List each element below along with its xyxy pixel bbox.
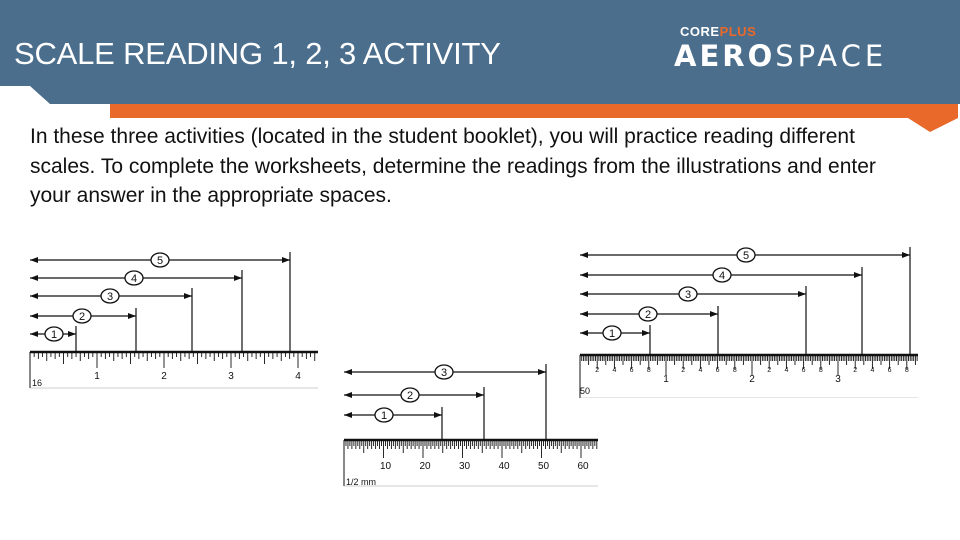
callout-number: 5 bbox=[156, 255, 164, 267]
ruler-minor-number: 8 bbox=[818, 367, 823, 374]
scale-label: 1/2 mm bbox=[346, 477, 377, 487]
inch-50-scale-diagram bbox=[576, 238, 922, 398]
ruler-number: 60 bbox=[577, 461, 589, 472]
logo-wordmark bbox=[674, 39, 887, 73]
instructions-paragraph: In these three activities (located in the student booklet), you will practice reading different scales. To complete the worksheets, determine the readings from the illustrations and enter your answer in the appropriate spaces. bbox=[30, 125, 876, 207]
arrow-head-right bbox=[854, 272, 862, 278]
arrow-head-left bbox=[580, 330, 588, 336]
ruler-minor-number: 6 bbox=[715, 367, 720, 374]
arrow-head-left bbox=[580, 272, 588, 278]
callout-number: 4 bbox=[130, 273, 138, 285]
figure-half-mm-scale bbox=[340, 358, 602, 492]
scale-label: 50 bbox=[580, 386, 591, 396]
slide-title: SCALE READING 1, 2, 3 ACTIVITY bbox=[14, 36, 501, 71]
arrow-head-left bbox=[30, 257, 38, 263]
ruler-minor-number: 4 bbox=[612, 367, 617, 374]
ruler-number: 2 bbox=[161, 371, 167, 382]
inch-16-scale-diagram bbox=[26, 248, 326, 392]
ruler-number: 4 bbox=[295, 371, 301, 382]
arrow-head-left bbox=[344, 392, 352, 398]
half-mm-scale-diagram bbox=[340, 358, 602, 492]
callout-number: 2 bbox=[78, 311, 86, 323]
logo-tagline bbox=[680, 24, 756, 39]
ruler-minor-number: 2 bbox=[681, 367, 686, 374]
ruler-number: 20 bbox=[419, 461, 431, 472]
arrow-head-left bbox=[30, 275, 38, 281]
ruler-minor-number: 4 bbox=[698, 367, 703, 374]
figure-inch-50-scale bbox=[576, 238, 922, 398]
callout-number: 1 bbox=[380, 410, 388, 422]
arrow-head-left bbox=[580, 291, 588, 297]
ruler-minor-number: 8 bbox=[646, 367, 651, 374]
logo-plus: PLUS bbox=[719, 24, 757, 39]
scale-label: 16 bbox=[32, 378, 43, 388]
ruler-number: 50 bbox=[537, 461, 550, 472]
ruler-minor-number: 2 bbox=[595, 367, 600, 374]
callout-number: 1 bbox=[50, 329, 58, 341]
ruler-minor-number: 4 bbox=[870, 367, 875, 374]
callout-number: 3 bbox=[684, 289, 692, 301]
callout-number: 1 bbox=[608, 328, 616, 340]
ruler-minor-number: 4 bbox=[784, 367, 789, 374]
callout-number: 2 bbox=[644, 309, 652, 321]
callout-number: 5 bbox=[742, 250, 750, 262]
arrow-head-left bbox=[30, 293, 38, 299]
arrow-head-right bbox=[282, 257, 290, 263]
ruler-number: 40 bbox=[498, 461, 510, 472]
ruler-number: 3 bbox=[835, 374, 841, 385]
arrow-head-left bbox=[30, 313, 38, 319]
ruler-minor-number: 8 bbox=[904, 367, 909, 374]
arrow-head-left bbox=[344, 369, 352, 375]
ruler-number: 3 bbox=[228, 371, 234, 382]
arrow-head-left bbox=[344, 412, 352, 418]
arrow-head-right bbox=[902, 252, 910, 258]
arrow-head-right bbox=[184, 293, 192, 299]
arrow-head-right bbox=[710, 311, 718, 317]
ruler-number: 1 bbox=[663, 374, 669, 385]
arrow-head-right bbox=[234, 275, 242, 281]
ruler-minor-number: 6 bbox=[629, 367, 634, 374]
ruler-minor-number: 2 bbox=[853, 367, 858, 374]
logo-space: SPACE bbox=[775, 39, 888, 73]
callout-number: 3 bbox=[106, 291, 114, 303]
arrow-head-left bbox=[30, 331, 38, 337]
ruler-minor-number: 6 bbox=[801, 367, 806, 374]
ruler-minor-number: 6 bbox=[887, 367, 892, 374]
callout-number: 4 bbox=[718, 270, 726, 282]
ruler-minor-number: 8 bbox=[732, 367, 737, 374]
arrow-head-right bbox=[642, 330, 650, 336]
arrow-head-left bbox=[580, 252, 588, 258]
logo-core: CORE bbox=[680, 24, 720, 39]
ruler-number: 30 bbox=[458, 461, 471, 472]
ruler-minor-number: 2 bbox=[767, 367, 772, 374]
arrow-head-right bbox=[476, 392, 484, 398]
arrow-head-right bbox=[68, 331, 76, 337]
logo-aero: AERO bbox=[674, 39, 776, 73]
arrow-head-right bbox=[434, 412, 442, 418]
arrow-head-right bbox=[798, 291, 806, 297]
arrow-head-left bbox=[580, 311, 588, 317]
ruler-number: 1 bbox=[94, 371, 100, 382]
callout-number: 3 bbox=[440, 367, 448, 379]
coreplus-aerospace-logo bbox=[672, 22, 934, 78]
ruler-number: 2 bbox=[749, 374, 755, 385]
figure-inch-16-scale bbox=[26, 248, 326, 392]
ruler-number: 10 bbox=[379, 461, 392, 472]
callout-number: 2 bbox=[406, 390, 414, 402]
arrow-head-right bbox=[538, 369, 546, 375]
arrow-head-right bbox=[128, 313, 136, 319]
